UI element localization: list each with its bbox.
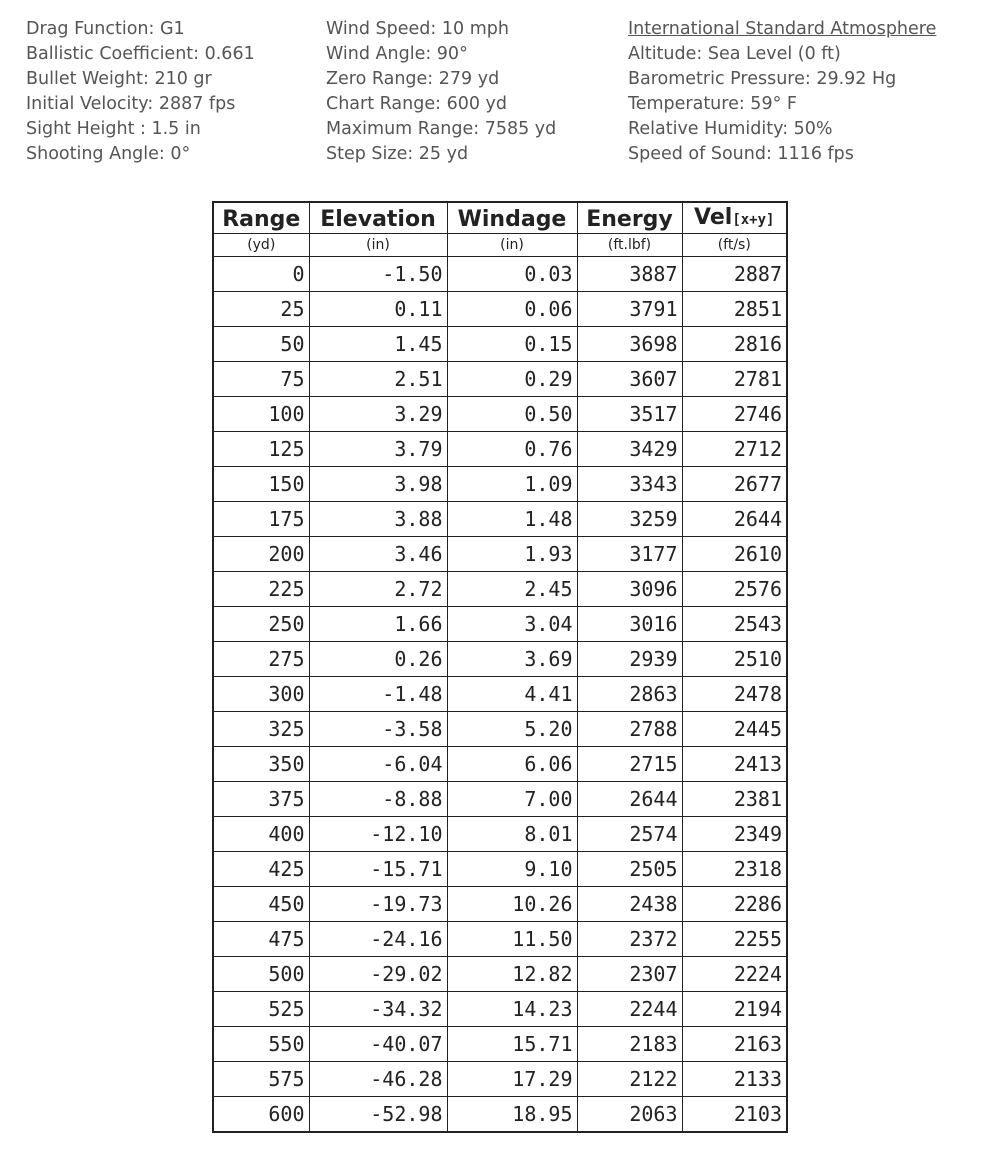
cell-energy: 3096 <box>577 572 682 607</box>
shooting-angle: Shooting Angle: 0° <box>26 144 191 164</box>
header-windage: Windage <box>447 202 577 234</box>
cell-velocity: 2851 <box>682 292 787 327</box>
cell-energy: 2939 <box>577 642 682 677</box>
header-energy: Energy <box>577 202 682 234</box>
cell-windage: 9.10 <box>447 852 577 887</box>
cell-elevation: -29.02 <box>309 957 447 992</box>
cell-windage: 3.69 <box>447 642 577 677</box>
header-velocity <box>682 202 787 234</box>
cell-range: 600 <box>213 1097 309 1133</box>
cell-velocity: 2510 <box>682 642 787 677</box>
cell-velocity: 2712 <box>682 432 787 467</box>
unit-elevation: (in) <box>309 234 447 257</box>
table-row <box>213 1097 787 1133</box>
cell-windage: 8.01 <box>447 817 577 852</box>
cell-energy: 2715 <box>577 747 682 782</box>
cell-elevation: -1.50 <box>309 257 447 292</box>
zero-range: Zero Range: 279 yd <box>326 69 500 89</box>
cell-range: 425 <box>213 852 309 887</box>
wind-speed: Wind Speed: 10 mph <box>326 19 509 39</box>
drag-function: Drag Function: G1 <box>26 19 185 39</box>
cell-elevation: -15.71 <box>309 852 447 887</box>
table-row <box>213 992 787 1027</box>
cell-range: 500 <box>213 957 309 992</box>
cell-elevation: 3.88 <box>309 502 447 537</box>
cell-elevation: 2.51 <box>309 362 447 397</box>
table-header-row <box>213 202 787 234</box>
cell-range: 175 <box>213 502 309 537</box>
cell-velocity: 2194 <box>682 992 787 1027</box>
chart-range: Chart Range: 600 yd <box>326 94 508 114</box>
cell-velocity: 2381 <box>682 782 787 817</box>
cell-range: 25 <box>213 292 309 327</box>
ballistic-coefficient: Ballistic Coefficient: 0.661 <box>26 44 255 64</box>
cell-energy: 3343 <box>577 467 682 502</box>
cell-range: 250 <box>213 607 309 642</box>
cell-energy: 3177 <box>577 537 682 572</box>
table-row <box>213 747 787 782</box>
table-row <box>213 467 787 502</box>
cell-velocity: 2413 <box>682 747 787 782</box>
cell-windage: 2.45 <box>447 572 577 607</box>
table-row <box>213 712 787 747</box>
cell-windage: 0.50 <box>447 397 577 432</box>
table-row <box>213 922 787 957</box>
cell-range: 375 <box>213 782 309 817</box>
unit-energy: (ft.lbf) <box>577 234 682 257</box>
cell-energy: 2063 <box>577 1097 682 1133</box>
cell-range: 50 <box>213 327 309 362</box>
cell-velocity: 2133 <box>682 1062 787 1097</box>
cell-velocity: 2255 <box>682 922 787 957</box>
cell-energy: 2244 <box>577 992 682 1027</box>
table-row <box>213 397 787 432</box>
cell-elevation: -52.98 <box>309 1097 447 1133</box>
initial-velocity: Initial Velocity: 2887 fps <box>26 94 236 114</box>
bullet-weight: Bullet Weight: 210 gr <box>26 69 212 89</box>
cell-energy: 3517 <box>577 397 682 432</box>
table-row <box>213 852 787 887</box>
cell-range: 200 <box>213 537 309 572</box>
cell-energy: 3607 <box>577 362 682 397</box>
cell-elevation: 0.26 <box>309 642 447 677</box>
cell-windage: 10.26 <box>447 887 577 922</box>
cell-windage: 0.76 <box>447 432 577 467</box>
cell-energy: 3016 <box>577 607 682 642</box>
atmosphere-heading: International Standard Atmosphere <box>628 19 937 39</box>
cell-range: 550 <box>213 1027 309 1062</box>
atmosphere-parameters-column <box>628 17 936 167</box>
cell-velocity: 2781 <box>682 362 787 397</box>
cell-elevation: -34.32 <box>309 992 447 1027</box>
cell-windage: 0.29 <box>447 362 577 397</box>
cell-range: 150 <box>213 467 309 502</box>
cell-windage: 1.09 <box>447 467 577 502</box>
temperature: Temperature: 59° F <box>628 94 797 114</box>
cell-windage: 12.82 <box>447 957 577 992</box>
table-row <box>213 537 787 572</box>
cell-elevation: -8.88 <box>309 782 447 817</box>
cell-elevation: 3.46 <box>309 537 447 572</box>
sight-height: Sight Height : 1.5 in <box>26 119 201 139</box>
cell-range: 300 <box>213 677 309 712</box>
cell-elevation: 3.79 <box>309 432 447 467</box>
cell-energy: 2574 <box>577 817 682 852</box>
table-row <box>213 677 787 712</box>
table-row <box>213 292 787 327</box>
cell-range: 475 <box>213 922 309 957</box>
cell-elevation: -12.10 <box>309 817 447 852</box>
cell-energy: 2307 <box>577 957 682 992</box>
table-row <box>213 362 787 397</box>
cell-elevation: 1.66 <box>309 607 447 642</box>
cell-windage: 0.15 <box>447 327 577 362</box>
step-size: Step Size: 25 yd <box>326 144 469 164</box>
cell-energy: 2505 <box>577 852 682 887</box>
cell-energy: 3791 <box>577 292 682 327</box>
table-row <box>213 957 787 992</box>
table-row <box>213 887 787 922</box>
cell-windage: 5.20 <box>447 712 577 747</box>
cell-energy: 2863 <box>577 677 682 712</box>
trajectory-table <box>212 201 788 1133</box>
cell-windage: 0.06 <box>447 292 577 327</box>
table-row <box>213 502 787 537</box>
cell-energy: 3698 <box>577 327 682 362</box>
cell-range: 575 <box>213 1062 309 1097</box>
cell-elevation: 3.29 <box>309 397 447 432</box>
cell-energy: 2183 <box>577 1027 682 1062</box>
cell-velocity: 2349 <box>682 817 787 852</box>
cell-energy: 3887 <box>577 257 682 292</box>
header-range: Range <box>213 202 309 234</box>
cell-velocity: 2103 <box>682 1097 787 1133</box>
cell-velocity: 2610 <box>682 537 787 572</box>
unit-range: (yd) <box>213 234 309 257</box>
cell-velocity: 2478 <box>682 677 787 712</box>
cell-velocity: 2224 <box>682 957 787 992</box>
cell-range: 400 <box>213 817 309 852</box>
header-velocity-subscript: [x+y] <box>732 212 775 228</box>
cell-range: 450 <box>213 887 309 922</box>
table-row <box>213 257 787 292</box>
cell-windage: 17.29 <box>447 1062 577 1097</box>
cell-windage: 1.48 <box>447 502 577 537</box>
cell-range: 225 <box>213 572 309 607</box>
cell-energy: 2788 <box>577 712 682 747</box>
unit-windage: (in) <box>447 234 577 257</box>
cell-elevation: -19.73 <box>309 887 447 922</box>
cell-energy: 2644 <box>577 782 682 817</box>
table-row <box>213 432 787 467</box>
cell-elevation: -3.58 <box>309 712 447 747</box>
cell-range: 525 <box>213 992 309 1027</box>
cell-range: 350 <box>213 747 309 782</box>
cell-elevation: 0.11 <box>309 292 447 327</box>
cell-energy: 2122 <box>577 1062 682 1097</box>
cell-windage: 6.06 <box>447 747 577 782</box>
header-elevation: Elevation <box>309 202 447 234</box>
cell-windage: 3.04 <box>447 607 577 642</box>
cell-windage: 15.71 <box>447 1027 577 1062</box>
cell-velocity: 2677 <box>682 467 787 502</box>
cell-velocity: 2318 <box>682 852 787 887</box>
cell-energy: 3429 <box>577 432 682 467</box>
cell-elevation: 1.45 <box>309 327 447 362</box>
table-row <box>213 327 787 362</box>
cell-windage: 18.95 <box>447 1097 577 1133</box>
cell-elevation: -6.04 <box>309 747 447 782</box>
cell-windage: 14.23 <box>447 992 577 1027</box>
cell-energy: 2438 <box>577 887 682 922</box>
barometric-pressure: Barometric Pressure: 29.92 Hg <box>628 69 897 89</box>
cell-elevation: 3.98 <box>309 467 447 502</box>
cell-windage: 7.00 <box>447 782 577 817</box>
cell-range: 325 <box>213 712 309 747</box>
cell-velocity: 2543 <box>682 607 787 642</box>
table-row <box>213 782 787 817</box>
header-velocity-label: Vel <box>694 205 733 230</box>
cell-velocity: 2576 <box>682 572 787 607</box>
cell-velocity: 2746 <box>682 397 787 432</box>
table-row <box>213 572 787 607</box>
cell-range: 275 <box>213 642 309 677</box>
table-units-row <box>213 234 787 257</box>
table-row <box>213 607 787 642</box>
relative-humidity: Relative Humidity: 50% <box>628 119 833 139</box>
cell-velocity: 2816 <box>682 327 787 362</box>
cell-windage: 4.41 <box>447 677 577 712</box>
table-row <box>213 1027 787 1062</box>
cell-velocity: 2163 <box>682 1027 787 1062</box>
cell-range: 100 <box>213 397 309 432</box>
table-row <box>213 817 787 852</box>
cell-velocity: 2286 <box>682 887 787 922</box>
unit-velocity: (ft/s) <box>682 234 787 257</box>
cell-energy: 3259 <box>577 502 682 537</box>
speed-of-sound: Speed of Sound: 1116 fps <box>628 144 854 164</box>
cell-velocity: 2445 <box>682 712 787 747</box>
altitude: Altitude: Sea Level (0 ft) <box>628 44 841 64</box>
table-row <box>213 1062 787 1097</box>
wind-range-parameters-column <box>326 17 556 167</box>
wind-angle: Wind Angle: 90° <box>326 44 468 64</box>
cell-range: 75 <box>213 362 309 397</box>
bullet-parameters-column <box>26 17 255 167</box>
cell-windage: 11.50 <box>447 922 577 957</box>
cell-velocity: 2887 <box>682 257 787 292</box>
maximum-range: Maximum Range: 7585 yd <box>326 119 557 139</box>
cell-elevation: -40.07 <box>309 1027 447 1062</box>
cell-range: 125 <box>213 432 309 467</box>
cell-range: 0 <box>213 257 309 292</box>
cell-energy: 2372 <box>577 922 682 957</box>
cell-velocity: 2644 <box>682 502 787 537</box>
table-row <box>213 642 787 677</box>
cell-windage: 0.03 <box>447 257 577 292</box>
cell-elevation: 2.72 <box>309 572 447 607</box>
cell-elevation: -46.28 <box>309 1062 447 1097</box>
cell-elevation: -1.48 <box>309 677 447 712</box>
cell-elevation: -24.16 <box>309 922 447 957</box>
cell-windage: 1.93 <box>447 537 577 572</box>
